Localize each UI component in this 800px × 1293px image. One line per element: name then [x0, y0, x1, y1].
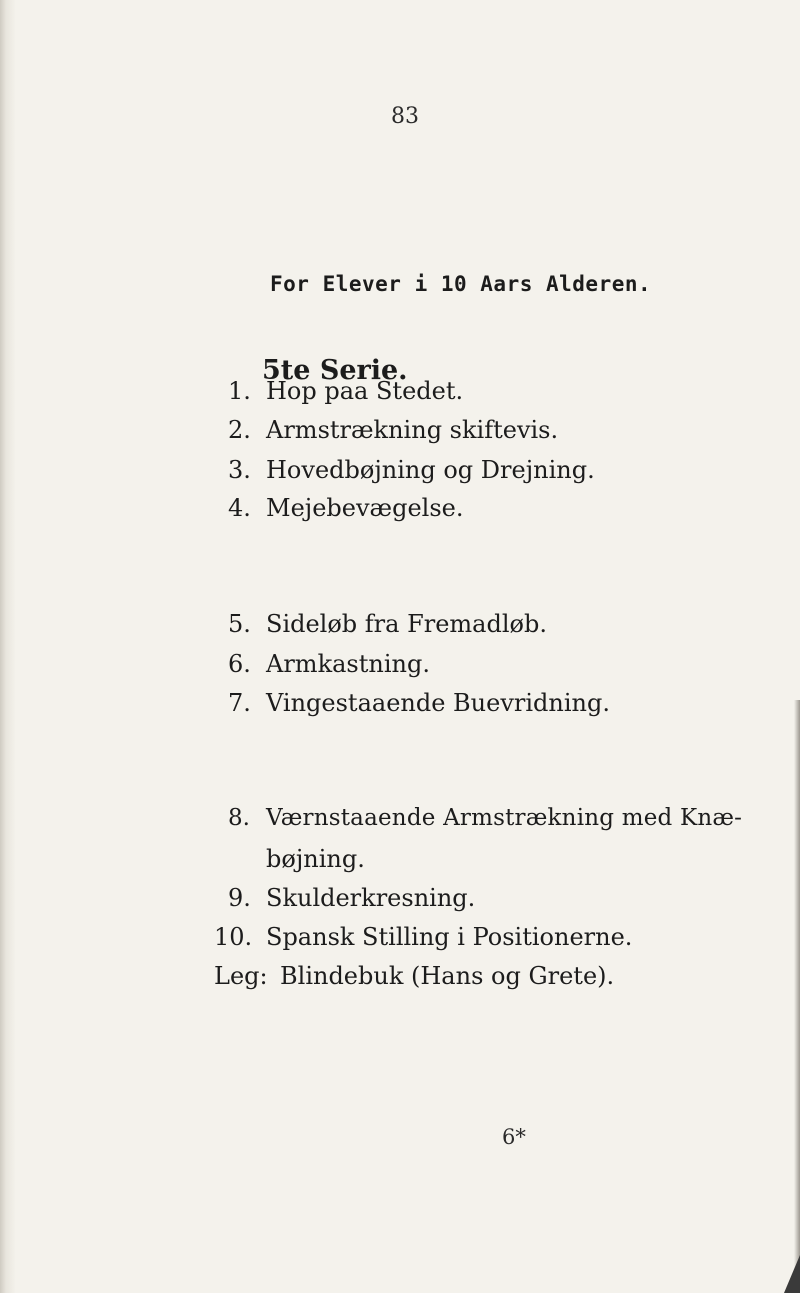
list-item-continuation: [266, 845, 365, 873]
item-text: Armstrækning skiftevis.: [266, 416, 559, 444]
item-text: Spansk Stilling i Positionerne.: [266, 923, 633, 951]
list-item: [228, 805, 743, 831]
item-number: 5.: [228, 610, 251, 638]
item-text-continuation: bøjning.: [266, 845, 365, 873]
page-left-edge: [0, 0, 16, 1293]
item-text: Skulderkresning.: [266, 884, 476, 912]
item-text: Hovedbøjning og Drejning.: [266, 456, 595, 484]
item-text: Værnstaaende Armstrækning med Knæ-: [266, 805, 743, 831]
page-heading: For Elever i 10 Aars Alderen.: [270, 272, 652, 296]
list-item: [228, 416, 559, 444]
list-item: [228, 456, 595, 484]
item-number: 10.: [214, 923, 253, 951]
page-number: 83: [391, 104, 419, 129]
item-number: 9.: [228, 884, 251, 912]
series-title: 5te Serie.: [262, 355, 408, 386]
item-text: Blindebuk (Hans og Grete).: [280, 962, 615, 990]
list-item: [228, 377, 464, 405]
list-item: [214, 923, 633, 951]
item-number: 3.: [228, 456, 251, 484]
item-number: 4.: [228, 494, 251, 522]
signature-mark: 6*: [502, 1125, 526, 1149]
item-text: Armkastning.: [266, 650, 430, 678]
item-text: Vingestaaende Buevridning.: [266, 689, 610, 717]
page-right-edge: [794, 700, 800, 1293]
list-item: [214, 962, 615, 990]
item-number: 7.: [228, 689, 251, 717]
list-item: [228, 610, 547, 638]
list-item: [228, 494, 464, 522]
item-number: 8.: [228, 805, 250, 831]
list-item: [228, 650, 430, 678]
page-corner: [784, 1255, 800, 1293]
item-text: Sideløb fra Fremadløb.: [266, 610, 547, 638]
item-number: 2.: [228, 416, 251, 444]
item-number: Leg:: [214, 962, 268, 990]
list-item: [228, 884, 476, 912]
item-number: 1.: [228, 377, 251, 405]
item-number: 6.: [228, 650, 251, 678]
list-item: [228, 689, 610, 717]
item-text: Hop paa Stedet.: [266, 377, 464, 405]
item-text: Mejebevægelse.: [266, 494, 464, 522]
